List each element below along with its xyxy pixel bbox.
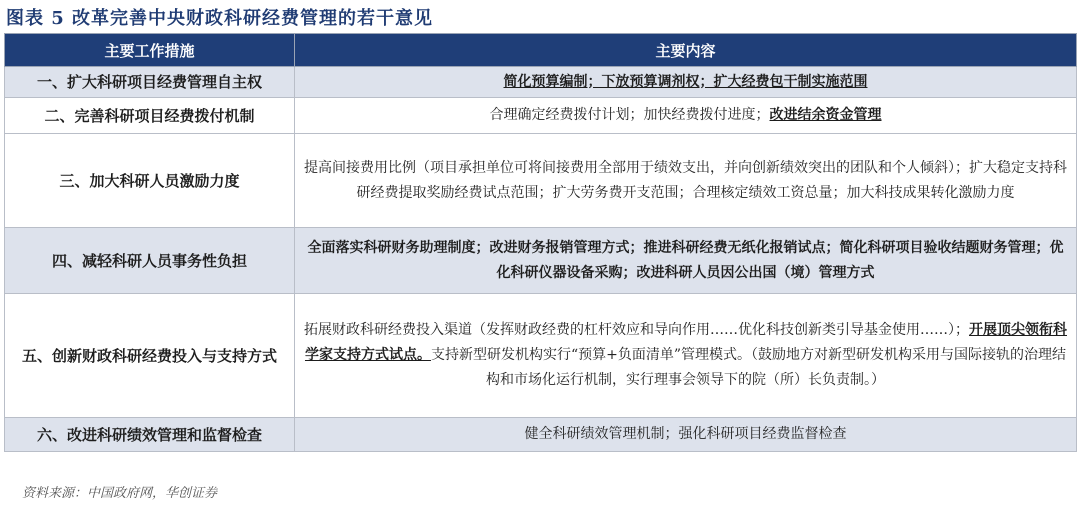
content-cell — [295, 418, 1077, 452]
table-header-row — [5, 34, 1077, 67]
figure-title: 图表 5 改革完善中央财政科研经费管理的若干意见 — [6, 8, 434, 29]
source-note: 资料来源：中国政府网，华创证券 — [22, 486, 218, 501]
content-segment: 拓展财政科研经费投入渠道（发挥财政经费的杠杆效应和导向作用……优化科技创新类引导基金使用……）； — [304, 322, 969, 338]
measure-cell: 六、改进科研绩效管理和监督检查 — [5, 418, 295, 452]
content-segment: 简化预算编制；下放预算调剂权；扩大经费包干制实施范围 — [503, 73, 868, 90]
content-cell — [295, 294, 1077, 418]
table-row — [5, 98, 1077, 134]
content-segment: 开展顶尖领衔科学家支持方式试点。 — [304, 322, 1067, 363]
measure-cell: 五、创新财政科研经费投入与支持方式 — [5, 294, 295, 418]
header-content: 主要内容 — [295, 34, 1077, 67]
measure-cell: 二、完善科研项目经费拨付机制 — [5, 98, 295, 134]
content-segment: 健全科研绩效管理机制；强化科研项目经费监督检查 — [524, 426, 847, 442]
table-row — [5, 418, 1077, 452]
content-cell — [295, 98, 1077, 134]
content-segment: 全面落实科研财务助理制度；改进财务报销管理方式；推进科研经费无纸化报销试点；简化科研项目验收结题财务管理；优化科研仪器设备采购；改进科研人员因公出国（境）管理方式 — [307, 239, 1064, 281]
table-row — [5, 67, 1077, 98]
table-row — [5, 294, 1077, 418]
content-cell — [295, 228, 1077, 294]
table-row — [5, 228, 1077, 294]
content-cell — [295, 134, 1077, 228]
measure-cell: 四、减轻科研人员事务性负担 — [5, 228, 295, 294]
header-measures: 主要工作措施 — [5, 34, 295, 67]
content-segment: 合理确定经费拨付计划；加快经费拨付进度； — [489, 107, 770, 123]
measure-cell: 一、扩大科研项目经费管理自主权 — [5, 67, 295, 98]
content-cell — [295, 67, 1077, 98]
table-row — [5, 134, 1077, 228]
content-segment: 改进结余资金管理 — [769, 107, 882, 123]
content-segment: 提高间接费用比例（项目承担单位可将间接费用全部用于绩效支出，并向创新绩效突出的团队和个人倾斜）；扩大稳定支持科研经费提取奖励经费试点范围；扩大劳务费开支范围；合理核定绩效工资总量；加大科技成果转化激励力度 — [304, 159, 1067, 201]
content-segment: 支持新型研发机构实行“预算+负面清单”管理模式。（鼓励地方对新型研发机构采用与国际接轨的治理结构和市场化运行机制，实行理事会领导下的院（所）长负责制。） — [430, 347, 1067, 388]
measure-cell: 三、加大科研人员激励力度 — [5, 134, 295, 228]
policy-table — [4, 33, 1077, 452]
